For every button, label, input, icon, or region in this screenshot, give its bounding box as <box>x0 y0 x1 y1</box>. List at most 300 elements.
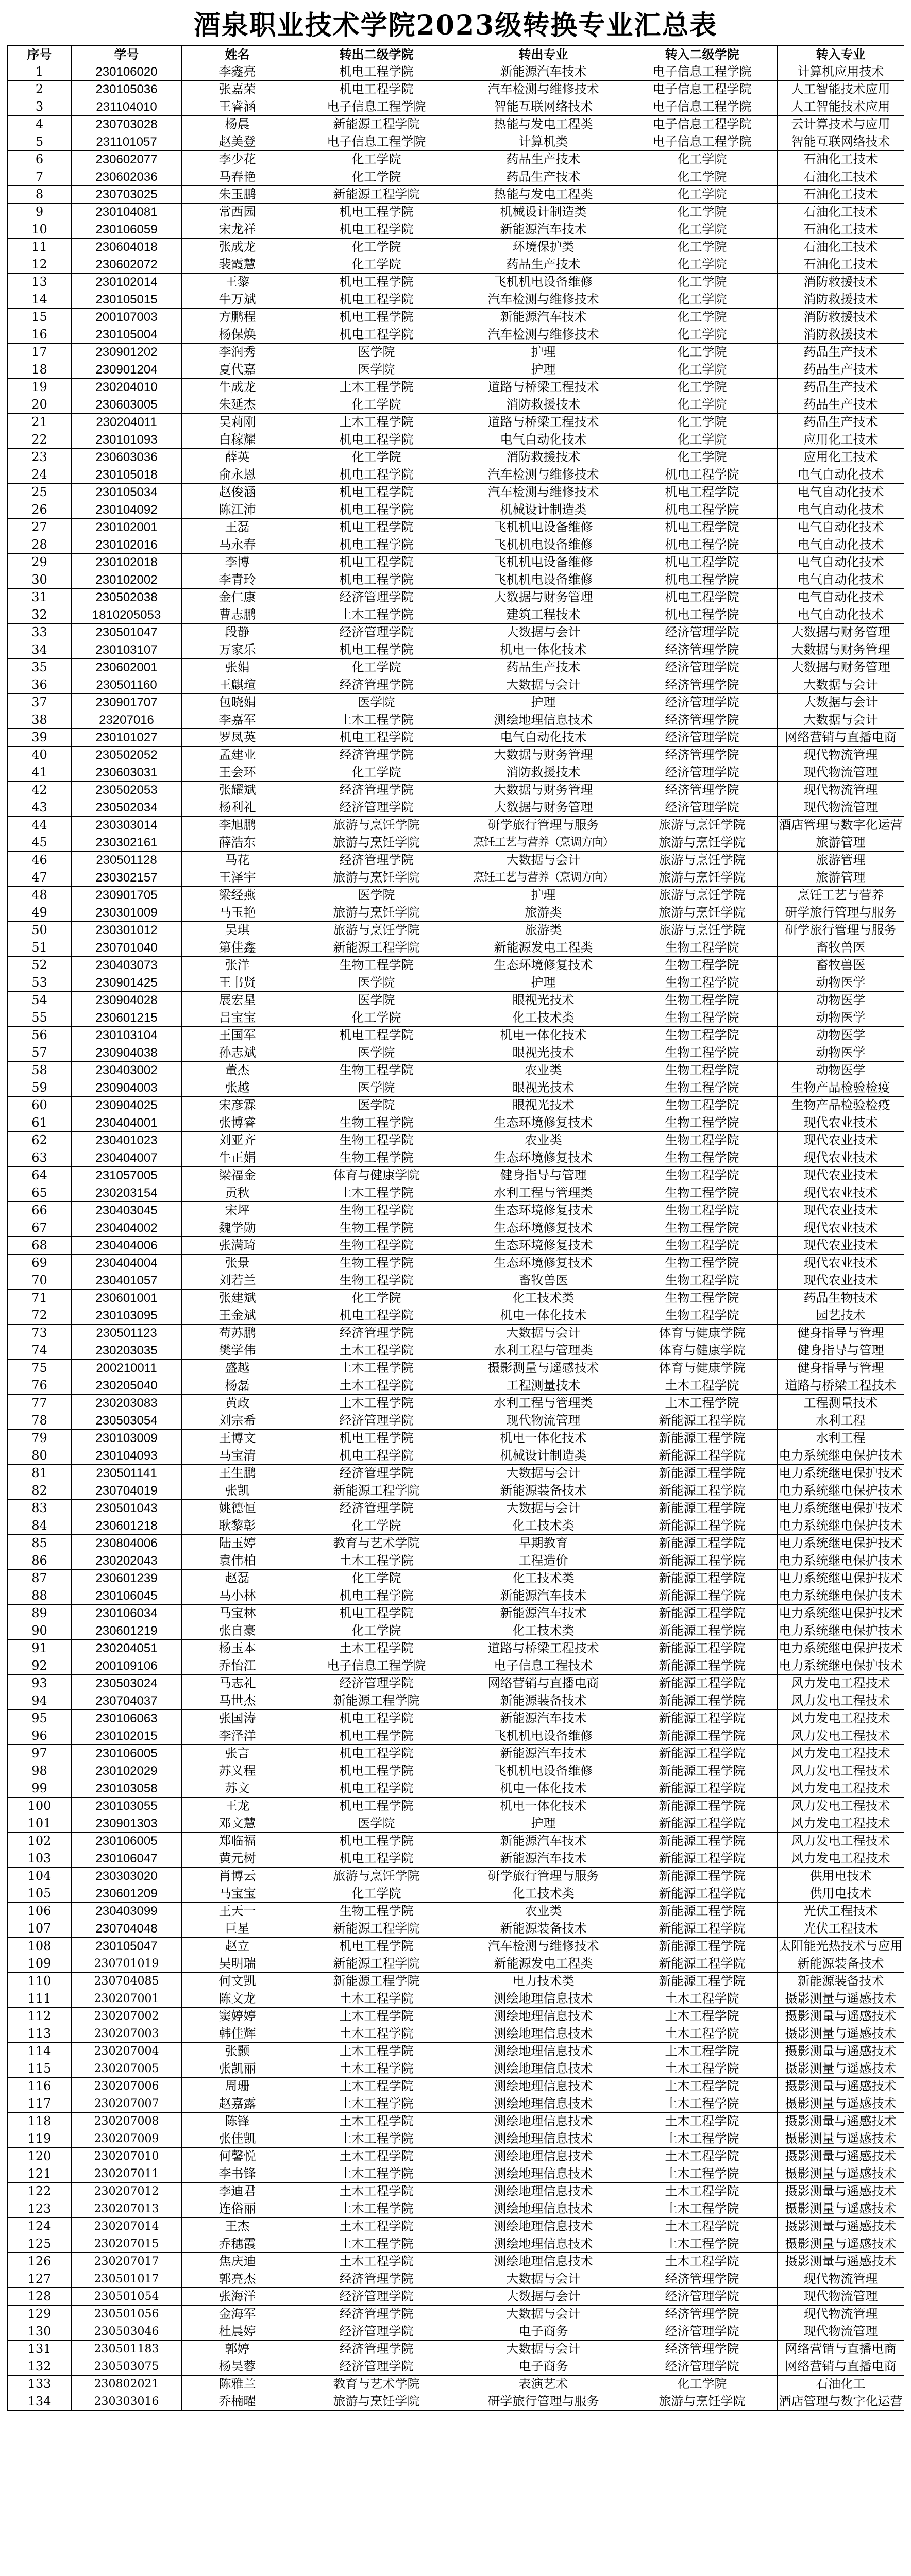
cell-student-id: 231104010 <box>72 98 182 116</box>
cell-index: 13 <box>8 274 72 291</box>
cell-from-major: 电子商务 <box>460 2323 627 2341</box>
cell-from-major: 化工技术类 <box>460 1622 627 1640</box>
cell-student-id: 200109106 <box>72 1657 182 1675</box>
cell-from-college: 化工学院 <box>293 1517 460 1535</box>
cell-to-major: 消防救援技术 <box>778 274 904 291</box>
cell-to-college: 生物工程学院 <box>627 1307 778 1325</box>
cell-from-major: 烹饪工艺与营养（烹调方向） <box>460 834 627 852</box>
cell-from-college: 土木工程学院 <box>293 414 460 431</box>
cell-from-college: 经济管理学院 <box>293 747 460 764</box>
cell-from-major: 生态环境修复技术 <box>460 957 627 974</box>
cell-student-id: 230105018 <box>72 466 182 484</box>
cell-index: 40 <box>8 747 72 764</box>
cell-name: 杨利礼 <box>182 799 293 817</box>
table-row <box>8 887 904 904</box>
cell-to-college: 土木工程学院 <box>627 2113 778 2130</box>
cell-to-college: 旅游与烹饪学院 <box>627 2393 778 2411</box>
cell-index: 18 <box>8 361 72 379</box>
table-row <box>8 1605 904 1622</box>
cell-student-id: 230804006 <box>72 1535 182 1552</box>
cell-student-id: 230404006 <box>72 1237 182 1255</box>
cell-student-id: 230704085 <box>72 1973 182 1990</box>
cell-to-college: 新能源工程学院 <box>627 1657 778 1675</box>
cell-to-major: 电力系统继电保护技术 <box>778 1622 904 1640</box>
table-row <box>8 2200 904 2218</box>
cell-index: 20 <box>8 396 72 414</box>
cell-to-major: 大数据与财务管理 <box>778 624 904 641</box>
cell-to-college: 经济管理学院 <box>627 2323 778 2341</box>
cell-from-major: 大数据与会计 <box>460 2288 627 2306</box>
cell-index: 113 <box>8 2025 72 2043</box>
cell-index: 16 <box>8 326 72 344</box>
cell-from-college: 土木工程学院 <box>293 2043 460 2060</box>
header-index: 序号 <box>8 46 72 63</box>
cell-to-major: 电气自动化技术 <box>778 466 904 484</box>
cell-from-college: 土木工程学院 <box>293 2253 460 2270</box>
cell-from-major: 飞机机电设备维修 <box>460 274 627 291</box>
cell-from-major: 研学旅行管理与服务 <box>460 2393 627 2411</box>
cell-student-id: 23207016 <box>72 711 182 729</box>
cell-student-id: 230205040 <box>72 1377 182 1395</box>
cell-to-major: 现代农业技术 <box>778 1202 904 1219</box>
cell-name: 马小林 <box>182 1587 293 1605</box>
cell-name: 常西园 <box>182 204 293 221</box>
cell-name: 曹志鹏 <box>182 606 293 624</box>
cell-to-major: 药品生产技术 <box>778 344 904 361</box>
cell-to-college: 生物工程学院 <box>627 1044 778 1062</box>
cell-student-id: 230204011 <box>72 414 182 431</box>
table-row <box>8 957 904 974</box>
cell-from-college: 机电工程学院 <box>293 1447 460 1465</box>
cell-from-college: 化工学院 <box>293 1009 460 1027</box>
cell-name: 张凯丽 <box>182 2060 293 2078</box>
cell-to-college: 化工学院 <box>627 449 778 466</box>
cell-to-major: 风力发电工程技术 <box>778 1675 904 1692</box>
cell-index: 133 <box>8 2376 72 2393</box>
cell-student-id: 230404004 <box>72 1255 182 1272</box>
cell-index: 115 <box>8 2060 72 2078</box>
cell-to-major: 动物医学 <box>778 1044 904 1062</box>
table-row <box>8 2288 904 2306</box>
cell-student-id: 231057005 <box>72 1167 182 1184</box>
cell-from-major: 眼视光技术 <box>460 1097 627 1114</box>
cell-to-college: 生物工程学院 <box>627 939 778 957</box>
cell-from-major: 新能源装备技术 <box>460 1692 627 1710</box>
cell-to-college: 旅游与烹饪学院 <box>627 922 778 939</box>
cell-to-major: 园艺技术 <box>778 1307 904 1325</box>
cell-from-major: 农业类 <box>460 1062 627 1079</box>
cell-from-major: 测绘地理信息技术 <box>460 2008 627 2025</box>
cell-index: 22 <box>8 431 72 449</box>
cell-to-major: 云计算技术与应用 <box>778 116 904 133</box>
cell-from-college: 经济管理学院 <box>293 624 460 641</box>
cell-from-college: 旅游与烹饪学院 <box>293 2393 460 2411</box>
table-row <box>8 624 904 641</box>
table-row <box>8 239 904 256</box>
cell-from-major: 新能源汽车技术 <box>460 1605 627 1622</box>
cell-from-major: 汽车检测与维修技术 <box>460 466 627 484</box>
cell-name: 耿黎彰 <box>182 1517 293 1535</box>
cell-name: 邓文慧 <box>182 1815 293 1833</box>
cell-name: 乔怡江 <box>182 1657 293 1675</box>
cell-name: 张言 <box>182 1745 293 1762</box>
cell-to-college: 新能源工程学院 <box>627 1675 778 1692</box>
cell-to-major: 摄影测量与遥感技术 <box>778 2218 904 2235</box>
table-row <box>8 589 904 606</box>
cell-name: 张满琦 <box>182 1237 293 1255</box>
cell-to-college: 机电工程学院 <box>627 571 778 589</box>
cell-from-major: 电气自动化技术 <box>460 729 627 747</box>
cell-index: 43 <box>8 799 72 817</box>
cell-to-major: 石油化工技术 <box>778 204 904 221</box>
cell-from-college: 经济管理学院 <box>293 1325 460 1342</box>
cell-from-major: 工程测量技术 <box>460 1377 627 1395</box>
cell-student-id: 230105034 <box>72 484 182 501</box>
table-row <box>8 711 904 729</box>
cell-student-id: 230703028 <box>72 116 182 133</box>
cell-from-major: 水利工程与管理类 <box>460 1395 627 1412</box>
cell-student-id: 230501017 <box>72 2270 182 2288</box>
cell-to-college: 土木工程学院 <box>627 2218 778 2235</box>
cell-index: 49 <box>8 904 72 922</box>
cell-index: 112 <box>8 2008 72 2025</box>
cell-student-id: 230602036 <box>72 168 182 186</box>
cell-student-id: 230106063 <box>72 1710 182 1727</box>
cell-to-college: 新能源工程学院 <box>627 1938 778 1955</box>
cell-from-major: 测绘地理信息技术 <box>460 2235 627 2253</box>
cell-name: 马玉艳 <box>182 904 293 922</box>
cell-name: 黄元树 <box>182 1850 293 1868</box>
cell-from-major: 测绘地理信息技术 <box>460 2025 627 2043</box>
table-row <box>8 1325 904 1342</box>
cell-from-college: 机电工程学院 <box>293 501 460 519</box>
cell-index: 34 <box>8 641 72 659</box>
cell-to-college: 机电工程学院 <box>627 519 778 536</box>
table-row <box>8 834 904 852</box>
cell-to-major: 石油化工技术 <box>778 186 904 204</box>
table-row <box>8 63 904 81</box>
cell-to-college: 新能源工程学院 <box>627 1710 778 1727</box>
cell-to-college: 生物工程学院 <box>627 974 778 992</box>
cell-name: 姚德恒 <box>182 1500 293 1517</box>
cell-name: 李嘉军 <box>182 711 293 729</box>
cell-student-id: 230105036 <box>72 81 182 98</box>
cell-from-college: 医学院 <box>293 992 460 1009</box>
cell-from-college: 新能源工程学院 <box>293 186 460 204</box>
cell-to-college: 经济管理学院 <box>627 676 778 694</box>
cell-from-college: 医学院 <box>293 1044 460 1062</box>
cell-to-major: 现代物流管理 <box>778 2306 904 2323</box>
cell-student-id: 230403002 <box>72 1062 182 1079</box>
cell-index: 57 <box>8 1044 72 1062</box>
table-row <box>8 1307 904 1325</box>
cell-name: 陆玉婷 <box>182 1535 293 1552</box>
cell-from-college: 机电工程学院 <box>293 63 460 81</box>
cell-student-id: 230404001 <box>72 1114 182 1132</box>
cell-name: 马宝林 <box>182 1605 293 1622</box>
cell-to-major: 现代农业技术 <box>778 1167 904 1184</box>
cell-to-major: 消防救援技术 <box>778 326 904 344</box>
cell-to-college: 化工学院 <box>627 326 778 344</box>
cell-from-major: 机电一体化技术 <box>460 1430 627 1447</box>
cell-index: 132 <box>8 2358 72 2376</box>
table-row <box>8 1430 904 1447</box>
cell-student-id: 230604018 <box>72 239 182 256</box>
cell-name: 陈锋 <box>182 2113 293 2130</box>
cell-student-id: 230106059 <box>72 221 182 239</box>
cell-from-major: 护理 <box>460 1815 627 1833</box>
cell-from-college: 医学院 <box>293 974 460 992</box>
cell-to-major: 现代农业技术 <box>778 1184 904 1202</box>
cell-from-college: 土木工程学院 <box>293 1640 460 1657</box>
cell-name: 牛正娟 <box>182 1149 293 1167</box>
cell-to-college: 新能源工程学院 <box>627 1903 778 1920</box>
cell-to-major: 摄影测量与遥感技术 <box>778 2095 904 2113</box>
cell-name: 朱玉鹏 <box>182 186 293 204</box>
cell-student-id: 230904003 <box>72 1079 182 1097</box>
cell-student-id: 230904038 <box>72 1044 182 1062</box>
cell-to-major: 摄影测量与遥感技术 <box>778 2043 904 2060</box>
table-row <box>8 1780 904 1798</box>
cell-name: 袁伟柏 <box>182 1552 293 1570</box>
cell-student-id: 230704019 <box>72 1482 182 1500</box>
cell-index: 122 <box>8 2183 72 2200</box>
cell-to-college: 电子信息工程学院 <box>627 116 778 133</box>
cell-name: 乔楠曜 <box>182 2393 293 2411</box>
cell-to-college: 机电工程学院 <box>627 554 778 571</box>
table-row <box>8 1657 904 1675</box>
cell-student-id: 230404007 <box>72 1149 182 1167</box>
table-row <box>8 2393 904 2411</box>
cell-to-college: 土木工程学院 <box>627 1395 778 1412</box>
cell-from-major: 热能与发电工程类 <box>460 186 627 204</box>
cell-to-college: 体育与健康学院 <box>627 1360 778 1377</box>
cell-index: 131 <box>8 2341 72 2358</box>
cell-to-college: 新能源工程学院 <box>627 1535 778 1552</box>
cell-to-college: 生物工程学院 <box>627 1290 778 1307</box>
cell-from-college: 化工学院 <box>293 151 460 168</box>
cell-to-college: 电子信息工程学院 <box>627 133 778 151</box>
cell-from-major: 消防救援技术 <box>460 396 627 414</box>
cell-name: 刘若兰 <box>182 1272 293 1290</box>
cell-to-college: 化工学院 <box>627 431 778 449</box>
table-row <box>8 1833 904 1850</box>
cell-index: 1 <box>8 63 72 81</box>
cell-name: 窦婷婷 <box>182 2008 293 2025</box>
cell-name: 朱延杰 <box>182 396 293 414</box>
cell-index: 46 <box>8 852 72 869</box>
cell-student-id: 230106047 <box>72 1850 182 1868</box>
cell-name: 马宝清 <box>182 1447 293 1465</box>
table-row <box>8 2270 904 2288</box>
cell-to-college: 土木工程学院 <box>627 2130 778 2148</box>
cell-student-id: 230207013 <box>72 2200 182 2218</box>
cell-name: 郭亮杰 <box>182 2270 293 2288</box>
cell-index: 21 <box>8 414 72 431</box>
table-row <box>8 1132 904 1149</box>
cell-from-college: 机电工程学院 <box>293 1430 460 1447</box>
cell-to-major: 现代农业技术 <box>778 1237 904 1255</box>
cell-to-college: 土木工程学院 <box>627 1377 778 1395</box>
cell-to-college: 土木工程学院 <box>627 2253 778 2270</box>
cell-to-major: 石油化工技术 <box>778 256 904 274</box>
table-row <box>8 1587 904 1605</box>
cell-to-college: 土木工程学院 <box>627 2235 778 2253</box>
cell-name: 王国军 <box>182 1027 293 1044</box>
cell-to-college: 化工学院 <box>627 168 778 186</box>
cell-name: 宋龙祥 <box>182 221 293 239</box>
cell-index: 19 <box>8 379 72 396</box>
cell-student-id: 230102002 <box>72 571 182 589</box>
cell-from-major: 生态环境修复技术 <box>460 1237 627 1255</box>
cell-name: 刘亚齐 <box>182 1132 293 1149</box>
cell-from-college: 生物工程学院 <box>293 957 460 974</box>
cell-to-major: 应用化工技术 <box>778 431 904 449</box>
cell-to-major: 工程测量技术 <box>778 1395 904 1412</box>
cell-from-college: 机电工程学院 <box>293 204 460 221</box>
cell-index: 67 <box>8 1219 72 1237</box>
cell-to-major: 电气自动化技术 <box>778 501 904 519</box>
cell-student-id: 230207015 <box>72 2235 182 2253</box>
cell-index: 5 <box>8 133 72 151</box>
cell-student-id: 230207007 <box>72 2095 182 2113</box>
cell-to-college: 化工学院 <box>627 151 778 168</box>
cell-student-id: 230103058 <box>72 1780 182 1798</box>
table-row <box>8 361 904 379</box>
cell-index: 110 <box>8 1973 72 1990</box>
cell-student-id: 230904028 <box>72 992 182 1009</box>
cell-student-id: 230207002 <box>72 2008 182 2025</box>
cell-to-major: 电气自动化技术 <box>778 519 904 536</box>
table-row <box>8 501 904 519</box>
cell-from-college: 土木工程学院 <box>293 1360 460 1377</box>
cell-from-major: 机电一体化技术 <box>460 1780 627 1798</box>
cell-from-college: 医学院 <box>293 361 460 379</box>
cell-from-major: 研学旅行管理与服务 <box>460 1868 627 1885</box>
cell-to-major: 电气自动化技术 <box>778 589 904 606</box>
cell-index: 29 <box>8 554 72 571</box>
cell-from-major: 烹饪工艺与营养（烹调方向） <box>460 869 627 887</box>
cell-to-major: 风力发电工程技术 <box>778 1745 904 1762</box>
cell-student-id: 230601001 <box>72 1290 182 1307</box>
cell-name: 牛成龙 <box>182 379 293 396</box>
cell-name: 王会环 <box>182 764 293 782</box>
cell-student-id: 230303014 <box>72 817 182 834</box>
cell-index: 45 <box>8 834 72 852</box>
cell-from-college: 机电工程学院 <box>293 1780 460 1798</box>
cell-from-major: 测绘地理信息技术 <box>460 2200 627 2218</box>
cell-to-college: 土木工程学院 <box>627 2165 778 2183</box>
cell-to-college: 土木工程学院 <box>627 2043 778 2060</box>
cell-from-major: 测绘地理信息技术 <box>460 711 627 729</box>
cell-student-id: 230104081 <box>72 204 182 221</box>
cell-index: 117 <box>8 2095 72 2113</box>
cell-to-major: 生物产品检验检疫 <box>778 1079 904 1097</box>
cell-to-major: 水利工程 <box>778 1412 904 1430</box>
cell-student-id: 230302161 <box>72 834 182 852</box>
cell-from-college: 土木工程学院 <box>293 1552 460 1570</box>
cell-from-college: 经济管理学院 <box>293 1675 460 1692</box>
cell-from-college: 医学院 <box>293 344 460 361</box>
table-row <box>8 519 904 536</box>
cell-from-college: 生物工程学院 <box>293 1114 460 1132</box>
cell-from-college: 经济管理学院 <box>293 1465 460 1482</box>
cell-index: 23 <box>8 449 72 466</box>
table-row <box>8 939 904 957</box>
cell-to-major: 人工智能技术应用 <box>778 98 904 116</box>
table-row <box>8 782 904 799</box>
cell-name: 陈文龙 <box>182 1990 293 2008</box>
cell-to-college: 新能源工程学院 <box>627 1833 778 1850</box>
table-row <box>8 81 904 98</box>
cell-student-id: 230601219 <box>72 1622 182 1640</box>
cell-to-major: 摄影测量与遥感技术 <box>778 2008 904 2025</box>
cell-to-college: 机电工程学院 <box>627 484 778 501</box>
cell-from-college: 生物工程学院 <box>293 1202 460 1219</box>
cell-to-major: 畜牧兽医 <box>778 939 904 957</box>
cell-to-major: 电力系统继电保护技术 <box>778 1570 904 1587</box>
cell-index: 100 <box>8 1798 72 1815</box>
table-row <box>8 1552 904 1570</box>
cell-student-id: 230302157 <box>72 869 182 887</box>
cell-from-college: 经济管理学院 <box>293 1500 460 1517</box>
cell-to-college: 经济管理学院 <box>627 2341 778 2358</box>
cell-from-college: 机电工程学院 <box>293 326 460 344</box>
cell-from-major: 飞机机电设备维修 <box>460 519 627 536</box>
cell-name: 白稼耀 <box>182 431 293 449</box>
cell-student-id: 1810205053 <box>72 606 182 624</box>
cell-to-major: 摄影测量与遥感技术 <box>778 2060 904 2078</box>
cell-from-major: 测绘地理信息技术 <box>460 2113 627 2130</box>
cell-to-college: 土木工程学院 <box>627 1990 778 2008</box>
cell-to-college: 新能源工程学院 <box>627 1500 778 1517</box>
cell-to-major: 消防救援技术 <box>778 309 904 326</box>
cell-index: 90 <box>8 1622 72 1640</box>
cell-to-major: 现代物流管理 <box>778 764 904 782</box>
cell-from-major: 测绘地理信息技术 <box>460 2078 627 2095</box>
cell-to-college: 化工学院 <box>627 256 778 274</box>
cell-to-college: 机电工程学院 <box>627 589 778 606</box>
cell-index: 77 <box>8 1395 72 1412</box>
cell-from-college: 旅游与烹饪学院 <box>293 922 460 939</box>
table-row <box>8 869 904 887</box>
cell-student-id: 230204051 <box>72 1640 182 1657</box>
cell-index: 116 <box>8 2078 72 2095</box>
cell-to-college: 生物工程学院 <box>627 957 778 974</box>
cell-name: 李少花 <box>182 151 293 168</box>
cell-name: 王麒瑄 <box>182 676 293 694</box>
cell-from-college: 经济管理学院 <box>293 2323 460 2341</box>
table-row <box>8 133 904 151</box>
cell-student-id: 230502052 <box>72 747 182 764</box>
cell-to-college: 生物工程学院 <box>627 1219 778 1237</box>
cell-to-college: 化工学院 <box>627 239 778 256</box>
cell-to-college: 新能源工程学院 <box>627 1482 778 1500</box>
cell-name: 张洋 <box>182 957 293 974</box>
table-row <box>8 1027 904 1044</box>
cell-to-college: 旅游与烹饪学院 <box>627 887 778 904</box>
cell-index: 99 <box>8 1780 72 1798</box>
cell-from-major: 护理 <box>460 887 627 904</box>
cell-to-major: 电力系统继电保护技术 <box>778 1447 904 1465</box>
cell-to-major: 电力系统继电保护技术 <box>778 1640 904 1657</box>
table-row <box>8 1640 904 1657</box>
cell-name: 梁福金 <box>182 1167 293 1184</box>
cell-student-id: 230403099 <box>72 1903 182 1920</box>
cell-to-major: 电力系统继电保护技术 <box>778 1500 904 1517</box>
cell-from-major: 护理 <box>460 344 627 361</box>
cell-from-major: 生态环境修复技术 <box>460 1219 627 1237</box>
